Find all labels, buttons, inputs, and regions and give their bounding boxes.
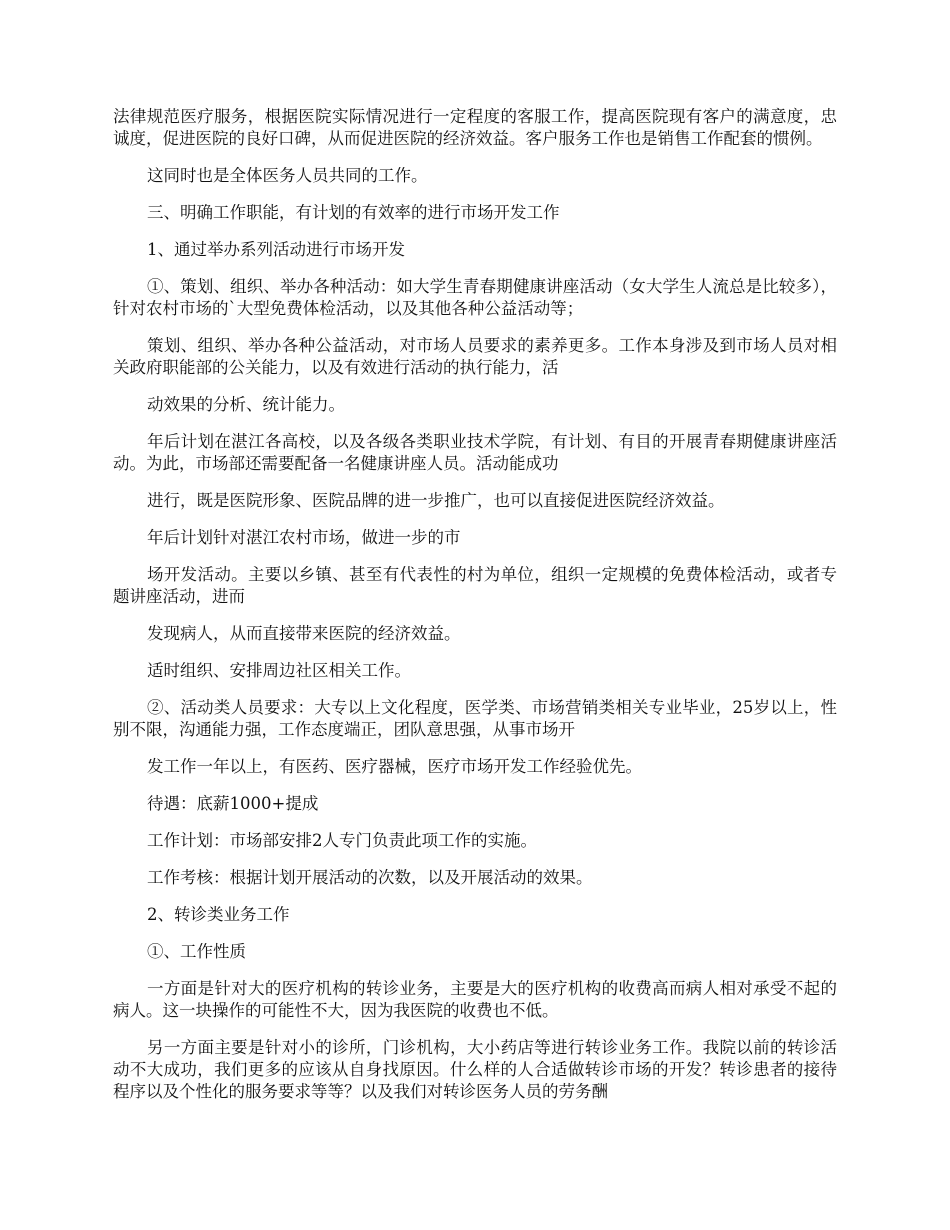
- paragraph-8: 年后计划在湛江各高校，以及各级各类职业技术学院，有计划、有目的开展青春期健康讲座活动。为此，市场部还需要配备一名健康讲座人员。活动能成功: [113, 432, 837, 473]
- document-body: [113, 106, 837, 1118]
- paragraph-7: 动效果的分析、统计能力。: [147, 395, 345, 414]
- paragraph-15: 发工作一年以上，有医药、医疗器械，医疗市场开发工作经验优先。: [147, 757, 642, 776]
- paragraph-2: 这同时也是全体医务人员共同的工作。: [147, 166, 428, 185]
- paragraph-5: ①、策划、组织、举办各种活动：如大学生青春期健康讲座活动（女大学生人流总是比较多），针对农村市场的`大型免费体检活动，以及其他各种公益活动等；: [113, 277, 837, 318]
- subsection-heading-1: 1、通过举办系列活动进行市场开发: [147, 240, 405, 259]
- paragraph-22: 另一方面主要是针对小的诊所，门诊机构，大小药店等进行转诊业务工作。我院以前的转诊活动不大成功，我们更多的应该从自身找原因。什么样的人合适做转诊市场的开发？转诊患者的接待程序以及个性化的服务要求等等？以及我们对转诊医务人员的劳务酬: [113, 1038, 837, 1101]
- paragraph-18: 工作考核：根据计划开展活动的次数，以及开展活动的效果。: [147, 868, 593, 887]
- paragraph-9: 进行，既是医院形象、医院品牌的进一步推广，也可以直接促进医院经济效益。: [147, 491, 725, 510]
- paragraph-17: 工作计划：市场部安排2人专门负责此项工作的实施。: [147, 831, 537, 850]
- paragraph-21: 一方面是针对大的医疗机构的转诊业务，主要是大的医疗机构的收费高而病人相对承受不起的病人。这一块操作的可能性不大，因为我医院的收费也不低。: [113, 979, 837, 1020]
- paragraph-16: 待遇：底薪1000+提成: [147, 794, 319, 813]
- paragraph-20: ①、工作性质: [147, 942, 246, 961]
- subsection-heading-2: 2、转诊类业务工作: [147, 905, 290, 924]
- section-heading-3: 三、明确工作职能，有计划的有效率的进行市场开发工作: [147, 203, 560, 222]
- paragraph-12: 发现病人，从而直接带来医院的经济效益。: [147, 624, 461, 643]
- paragraph-1: 法律规范医疗服务，根据医院实际情况进行一定程度的客服工作，提高医院现有客户的满意度，忠诚度，促进医院的良好口碑，从而促进医院的经济效益。客户服务工作也是销售工作配套的惯例。: [113, 107, 837, 148]
- paragraph-11: 场开发活动。主要以乡镇、甚至有代表性的村为单位，组织一定规模的免费体检活动，或者专题讲座活动，进而: [113, 565, 837, 606]
- paragraph-10: 年后计划针对湛江农村市场，做进一步的市: [147, 528, 461, 547]
- paragraph-13: 适时组织、安排周边社区相关工作。: [147, 661, 411, 680]
- paragraph-6: 策划、组织、举办各种公益活动，对市场人员要求的素养更多。工作本身涉及到市场人员对相关政府职能部的公关能力，以及有效进行活动的执行能力，活: [113, 336, 837, 377]
- paragraph-14: ②、活动类人员要求：大专以上文化程度，医学类、市场营销类相关专业毕业，25岁以上，性别不限，沟通能力强，工作态度端正，团队意思强，从事市场开: [113, 698, 837, 739]
